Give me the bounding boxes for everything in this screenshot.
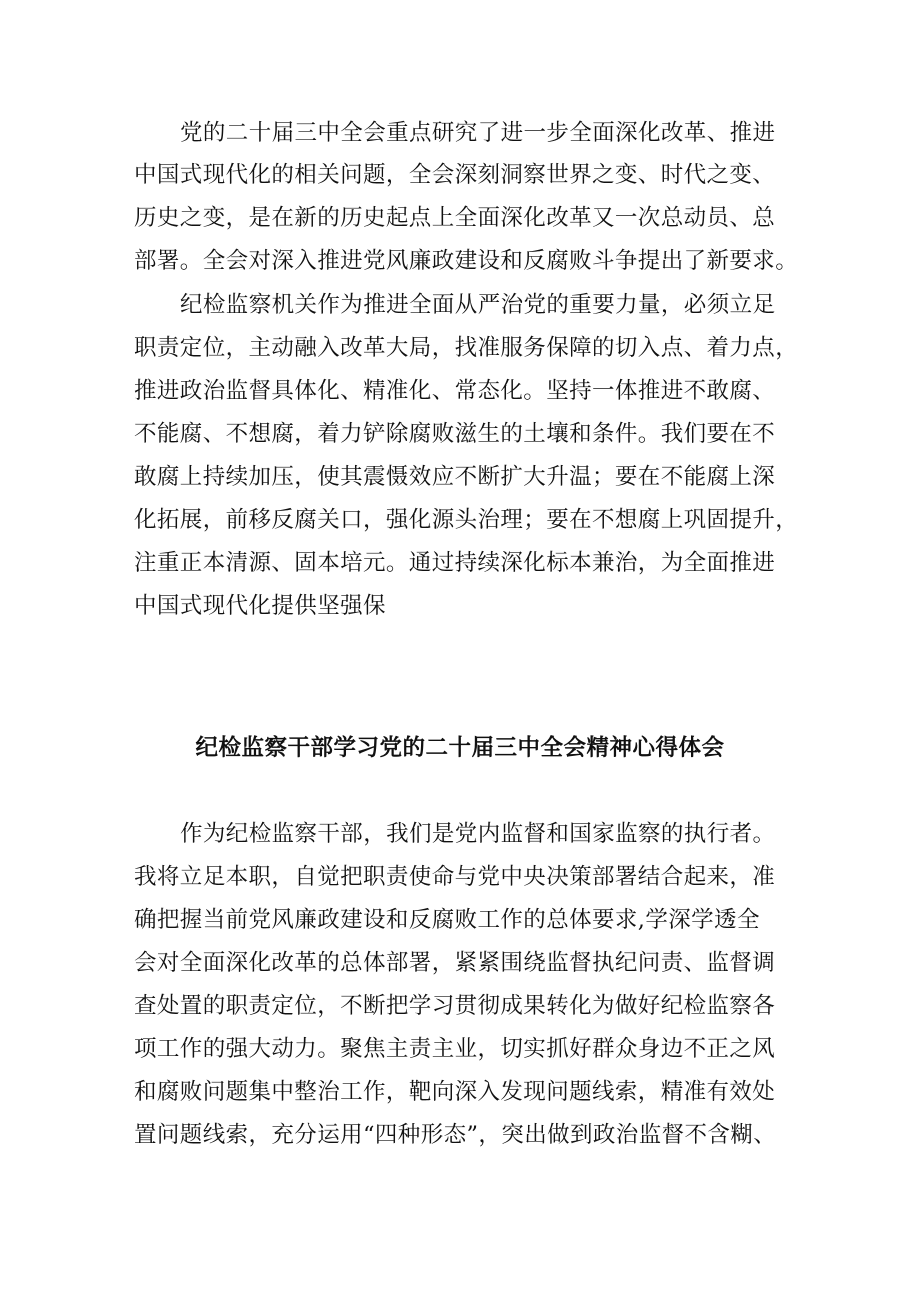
paragraph2-line: 化拓展，前移反腐关口，强化源头治理；要在不想腐上巩固提升， bbox=[134, 507, 799, 533]
paragraph3-line: 项工作的强大动力。聚焦主责主业，切实抓好群众身边不正之风 bbox=[134, 1036, 776, 1062]
paragraph2-line: 中国式现代化提供坚强保 bbox=[134, 593, 386, 619]
paragraph1-line: 中国式现代化的相关问题，全会深刻洞察世界之变、时代之变、 bbox=[134, 162, 776, 188]
paragraph3-line: 和腐败问题集中整治工作，靶向深入发现问题线索，精准有效处 bbox=[134, 1079, 776, 1105]
paragraph3-line: 我将立足本职，自觉把职责使命与党中央决策部署结合起来，准 bbox=[134, 864, 776, 890]
paragraph2-line: 纪检监察机关作为推进全面从严治党的重要力量，必须立足 bbox=[180, 292, 776, 318]
paragraph1-line: 部署。全会对深入推进党风廉政建设和反腐败斗争提出了新要求。 bbox=[134, 248, 799, 274]
paragraph2-line: 职责定位，主动融入改革大局，找准服务保障的切入点、着力点， bbox=[134, 335, 799, 361]
paragraph1-line: 历史之变，是在新的历史起点上全面深化改革又一次总动员、总 bbox=[134, 205, 776, 231]
section-title: 纪检监察干部学习党的二十届三中全会精神心得体会 bbox=[195, 735, 725, 761]
paragraph3-line: 确把握当前党风廉政建设和反腐败工作的总体要求,学深学透全 bbox=[134, 907, 760, 933]
paragraph1-line: 党的二十届三中全会重点研究了进一步全面深化改革、推进 bbox=[180, 120, 776, 146]
paragraph3-line: 查处置的职责定位，不断把学习贯彻成果转化为做好纪检监察各 bbox=[134, 993, 776, 1019]
paragraph2-line: 推进政治监督具体化、精准化、常态化。坚持一体推进不敢腐、 bbox=[134, 378, 776, 404]
paragraph3-line: 置问题线索，充分运用“四种形态”，突出做到政治监督不含糊、 bbox=[134, 1122, 777, 1148]
paragraph2-line: 注重正本清源、固本培元。通过持续深化标本兼治，为全面推进 bbox=[134, 550, 776, 576]
paragraph2-line: 敢腐上持续加压，使其震慑效应不断扩大升温；要在不能腐上深 bbox=[134, 464, 776, 490]
paragraph3-line: 作为纪检监察干部，我们是党内监督和国家监察的执行者。 bbox=[180, 821, 776, 847]
paragraph3-line: 会对全面深化改革的总体部署，紧紧围绕监督执纪问责、监督调 bbox=[134, 950, 776, 976]
paragraph2-line: 不能腐、不想腐，着力铲除腐败滋生的土壤和条件。我们要在不 bbox=[134, 421, 776, 447]
